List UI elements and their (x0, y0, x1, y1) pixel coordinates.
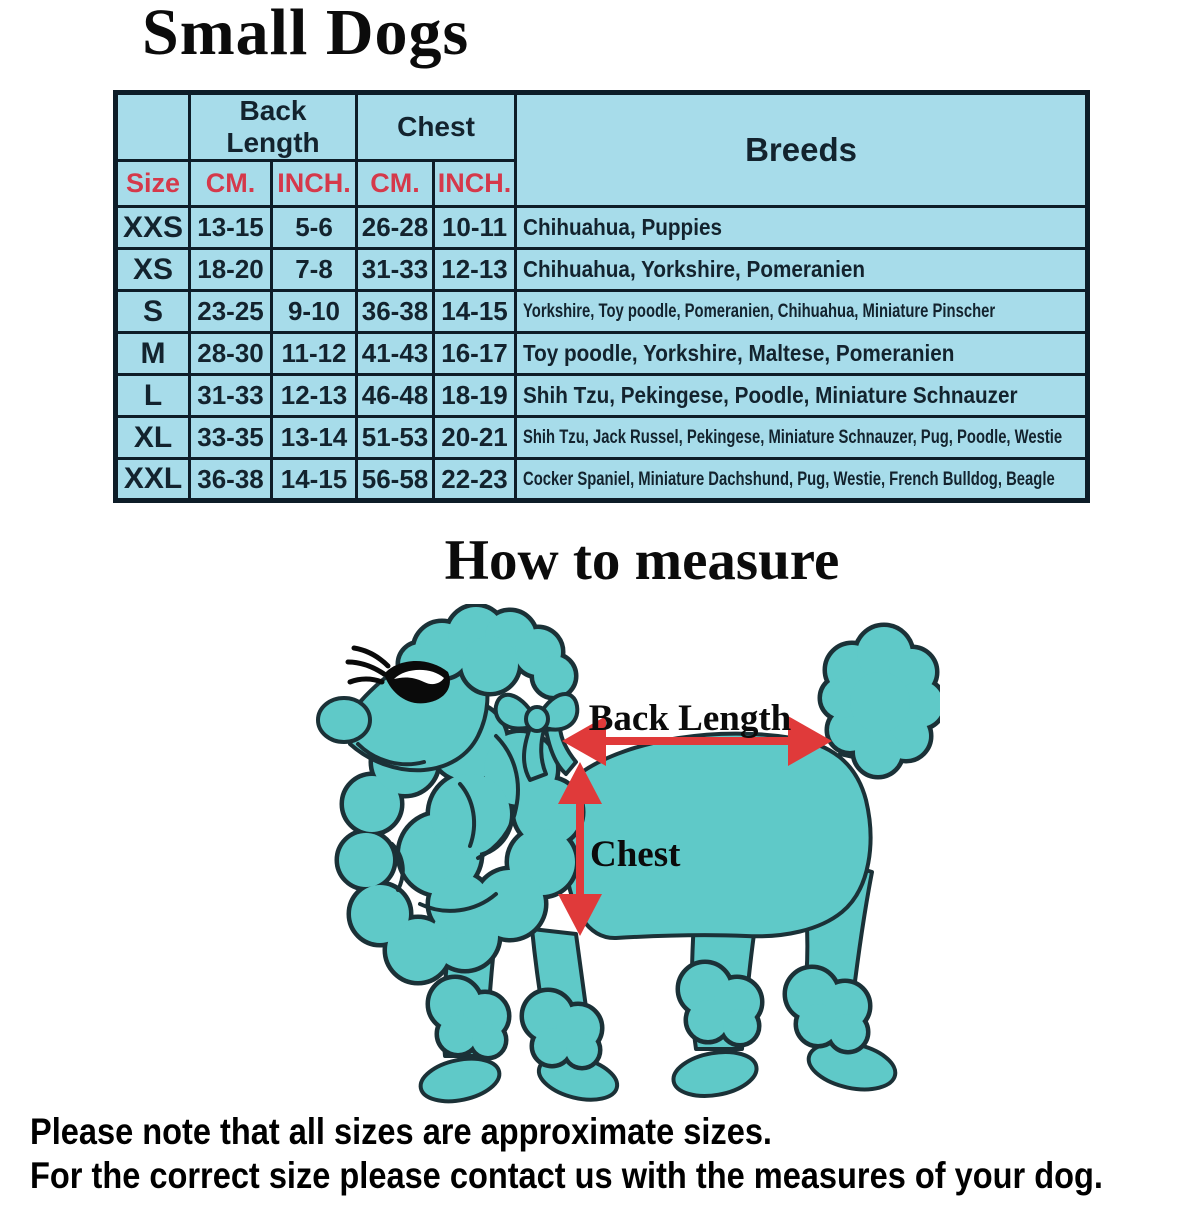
poodle-nose (318, 698, 370, 742)
chest-cm-cell: 31-33 (357, 249, 434, 291)
breeds-cell (516, 291, 1088, 333)
how-to-measure-title: How to measure (444, 529, 840, 592)
chest-cm-cell: 26-28 (357, 207, 434, 249)
note-line-1 (30, 1110, 1200, 1154)
breeds-text: Shih Tzu, Jack Russel, Pekingese, Miniature Schnauzer, Pug, Poodle, Westie (523, 426, 1063, 448)
note-line-2 (30, 1154, 1200, 1198)
back-inch-cell: 5-6 (272, 207, 357, 249)
size-cell: XXL (116, 459, 190, 501)
chest-group-header: Chest (357, 93, 516, 161)
breeds-text: Toy poodle, Yorkshire, Maltese, Pomeranien (523, 340, 955, 366)
breeds-text: Yorkshire, Toy poodle, Pomeranien, Chihuahua, Miniature Pinscher (523, 300, 996, 322)
back-inch-cell: 14-15 (272, 459, 357, 501)
table-group-header-row (116, 93, 1088, 161)
chest-inch-cell: 20-21 (434, 417, 516, 459)
chest-inch-header: INCH. (434, 161, 516, 207)
poodle-tail (822, 627, 940, 775)
back-inch-cell: 13-14 (272, 417, 357, 459)
back-cm-cell: 18-20 (190, 249, 272, 291)
note-text: For the correct size please contact us with the measures of your dog. (30, 1155, 1103, 1196)
breeds-cell (516, 333, 1088, 375)
breeds-text: Shih Tzu, Pekingese, Poodle, Miniature Schnauzer (523, 382, 1018, 408)
back-cm-cell: 28-30 (190, 333, 272, 375)
size-cell: L (116, 375, 190, 417)
back-inch-cell: 9-10 (272, 291, 357, 333)
chest-inch-cell: 18-19 (434, 375, 516, 417)
back-inch-header: INCH. (272, 161, 357, 207)
chest-inch-cell: 16-17 (434, 333, 516, 375)
chest-label: Chest (590, 834, 681, 875)
chest-inch-cell: 14-15 (434, 291, 516, 333)
size-cell: XS (116, 249, 190, 291)
poodle-leg-cuffs (430, 964, 868, 1066)
size-cell: S (116, 291, 190, 333)
table-row (116, 375, 1088, 417)
breeds-header: Breeds (516, 93, 1088, 207)
size-cell: XL (116, 417, 190, 459)
chest-cm-cell: 51-53 (357, 417, 434, 459)
size-chart-table (113, 90, 1090, 503)
breeds-text: Cocker Spaniel, Miniature Dachshund, Pug, Westie, French Bulldog, Beagle (523, 467, 1055, 490)
table-row (116, 249, 1088, 291)
back-cm-cell: 33-35 (190, 417, 272, 459)
back-cm-cell: 31-33 (190, 375, 272, 417)
footer-notes (30, 1110, 1200, 1198)
breeds-cell (516, 417, 1088, 459)
size-header: Size (116, 161, 190, 207)
size-cell: XXS (116, 207, 190, 249)
chest-cm-header: CM. (357, 161, 434, 207)
back-inch-cell: 11-12 (272, 333, 357, 375)
back-inch-cell: 7-8 (272, 249, 357, 291)
table-row (116, 207, 1088, 249)
breeds-cell (516, 375, 1088, 417)
empty-corner-cell (116, 93, 190, 161)
breeds-cell (516, 459, 1088, 501)
back-cm-cell: 36-38 (190, 459, 272, 501)
chest-cm-cell: 41-43 (357, 333, 434, 375)
table-row (116, 333, 1088, 375)
breeds-cell (516, 249, 1088, 291)
chest-inch-cell: 10-11 (434, 207, 516, 249)
chest-inch-cell: 22-23 (434, 459, 516, 501)
measure-diagram (300, 604, 940, 1109)
back-length-group-header: Back Length (190, 93, 357, 161)
table-row (116, 459, 1088, 501)
poodle-illustration (300, 604, 940, 1109)
table-row (116, 417, 1088, 459)
breeds-text: Chihuahua, Yorkshire, Pomeranien (523, 256, 866, 282)
chest-cm-cell: 36-38 (357, 291, 434, 333)
back-inch-cell: 12-13 (272, 375, 357, 417)
back-length-label: Back Length (588, 698, 792, 739)
chest-cm-cell: 56-58 (357, 459, 434, 501)
back-cm-cell: 13-15 (190, 207, 272, 249)
chest-inch-cell: 12-13 (434, 249, 516, 291)
breeds-cell (516, 207, 1088, 249)
chest-cm-cell: 46-48 (357, 375, 434, 417)
page-title: Small Dogs (142, 0, 470, 69)
size-cell: M (116, 333, 190, 375)
breeds-text: Chihuahua, Puppies (523, 214, 722, 240)
note-text: Please note that all sizes are approximate sizes. (30, 1111, 772, 1152)
back-cm-header: CM. (190, 161, 272, 207)
back-cm-cell: 23-25 (190, 291, 272, 333)
table-row (116, 291, 1088, 333)
